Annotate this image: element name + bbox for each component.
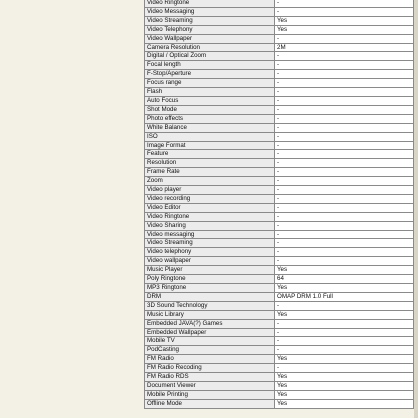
table-row (145, 328, 414, 337)
table-row (145, 301, 414, 310)
table-row (145, 141, 414, 150)
spec-label-cell: PodCasting (145, 346, 275, 355)
spec-value-cell: Yes (275, 16, 414, 25)
table-row (145, 194, 414, 203)
spec-label-cell: Video messaging (145, 230, 275, 239)
table-row (145, 257, 414, 266)
table-row (145, 248, 414, 257)
table-row (145, 319, 414, 328)
table-row (145, 150, 414, 159)
table-row (145, 230, 414, 239)
table-row (145, 355, 414, 364)
spec-label-cell: Image Format (145, 141, 275, 150)
spec-label-cell: Video telephony (145, 248, 275, 257)
spec-label-cell: White Balance (145, 123, 275, 132)
table-row (145, 203, 414, 212)
table-row (145, 16, 414, 25)
spec-value-cell: Yes (275, 284, 414, 293)
spec-label-cell: Video player (145, 186, 275, 195)
spec-label-cell: DRM (145, 292, 275, 301)
spec-value-cell: - (275, 88, 414, 97)
spec-label-cell: FM Radio Recoding (145, 364, 275, 373)
spec-label-cell: Video Editor (145, 203, 275, 212)
table-row (145, 284, 414, 293)
spec-value-cell: - (275, 159, 414, 168)
spec-value-cell: - (275, 248, 414, 257)
table-row (145, 34, 414, 43)
spec-value-cell: - (275, 141, 414, 150)
spec-label-cell: Document Viewer (145, 381, 275, 390)
spec-value-cell: - (275, 52, 414, 61)
spec-table-body (145, 0, 414, 408)
spec-value-cell: - (275, 96, 414, 105)
table-row (145, 52, 414, 61)
spec-label-cell: ISO (145, 132, 275, 141)
table-row (145, 399, 414, 408)
table-row (145, 177, 414, 186)
spec-label-cell: Focus range (145, 79, 275, 88)
table-row (145, 123, 414, 132)
spec-label-cell: Digital / Optical Zoom (145, 52, 275, 61)
spec-value-cell: - (275, 150, 414, 159)
table-row (145, 132, 414, 141)
spec-value-cell: - (275, 0, 414, 7)
spec-value-cell: Yes (275, 310, 414, 319)
spec-value-cell: Yes (275, 381, 414, 390)
spec-value-cell: - (275, 177, 414, 186)
spec-value-cell: - (275, 364, 414, 373)
spec-label-cell: Embedded Wallpaper (145, 328, 275, 337)
spec-value-cell: - (275, 239, 414, 248)
spec-value-cell: - (275, 337, 414, 346)
spec-label-cell: Video Sharing (145, 221, 275, 230)
spec-label-cell: Video Ringtone (145, 0, 275, 7)
spec-label-cell: Zoom (145, 177, 275, 186)
spec-label-cell: Poly Ringtone (145, 275, 275, 284)
table-row (145, 43, 414, 52)
spec-label-cell: Mobile TV (145, 337, 275, 346)
spec-value-cell: 64 (275, 275, 414, 284)
spec-label-cell: Video wallpaper (145, 257, 275, 266)
spec-value-cell: - (275, 230, 414, 239)
spec-label-cell: Embedded JAVA(?) Games (145, 319, 275, 328)
table-row (145, 114, 414, 123)
table-row (145, 266, 414, 275)
table-row (145, 7, 414, 16)
table-row (145, 364, 414, 373)
spec-value-cell: Yes (275, 266, 414, 275)
table-row (145, 337, 414, 346)
spec-label-cell: Music Player (145, 266, 275, 275)
table-row (145, 79, 414, 88)
spec-label-cell: Focal length (145, 61, 275, 70)
spec-value-cell: - (275, 221, 414, 230)
table-row (145, 159, 414, 168)
table-row (145, 70, 414, 79)
spec-value-cell: - (275, 194, 414, 203)
spec-value-cell: Yes (275, 355, 414, 364)
table-row (145, 105, 414, 114)
table-row (145, 239, 414, 248)
spec-label-cell: 3D Sound Technology (145, 301, 275, 310)
table-row (145, 346, 414, 355)
spec-label-cell: Video Wallpaper (145, 34, 275, 43)
spec-value-cell: - (275, 257, 414, 266)
table-row (145, 25, 414, 34)
spec-label-cell: Photo effects (145, 114, 275, 123)
spec-label-cell: Music Library (145, 310, 275, 319)
spec-value-cell: - (275, 105, 414, 114)
table-row (145, 275, 414, 284)
spec-value-cell: - (275, 34, 414, 43)
table-row (145, 221, 414, 230)
spec-label-cell: Video Streaming (145, 239, 275, 248)
spec-value-cell: - (275, 212, 414, 221)
spec-value-cell: - (275, 328, 414, 337)
spec-label-cell: Video Telephony (145, 25, 275, 34)
spec-label-cell: Flash (145, 88, 275, 97)
spec-label-cell: Video recording (145, 194, 275, 203)
spec-value-cell: - (275, 346, 414, 355)
spec-label-cell: Resolution (145, 159, 275, 168)
spec-value-cell: Yes (275, 390, 414, 399)
spec-value-cell: - (275, 203, 414, 212)
table-row (145, 186, 414, 195)
spec-value-cell: - (275, 7, 414, 16)
spec-value-cell: - (275, 79, 414, 88)
table-row (145, 373, 414, 382)
spec-value-cell: - (275, 168, 414, 177)
spec-label-cell: MP3 Ringtone (145, 284, 275, 293)
table-row (145, 310, 414, 319)
table-row (145, 0, 414, 7)
spec-label-cell: Auto Focus (145, 96, 275, 105)
table-row (145, 61, 414, 70)
spec-value-cell: - (275, 132, 414, 141)
spec-label-cell: F-Stop/Aperture (145, 70, 275, 79)
spec-value-cell: Yes (275, 25, 414, 34)
spec-value-cell: Yes (275, 399, 414, 408)
spec-label-cell: FM Radio RDS (145, 373, 275, 382)
table-row (145, 212, 414, 221)
spec-label-cell: Video Streaming (145, 16, 275, 25)
table-row (145, 168, 414, 177)
spec-label-cell: FM Radio (145, 355, 275, 364)
spec-label-cell: Mobile Printing (145, 390, 275, 399)
table-row (145, 390, 414, 399)
spec-value-cell: - (275, 301, 414, 310)
spec-value-cell: - (275, 123, 414, 132)
spec-value-cell: - (275, 319, 414, 328)
spec-value-cell: Yes (275, 373, 414, 382)
spec-label-cell: Shot Mode (145, 105, 275, 114)
spec-label-cell: Feature (145, 150, 275, 159)
spec-value-cell: - (275, 114, 414, 123)
spec-value-cell: 2M (275, 43, 414, 52)
spec-label-cell: Camera Resolution (145, 43, 275, 52)
spec-value-cell: - (275, 61, 414, 70)
spec-label-cell: Video Ringtone (145, 212, 275, 221)
spec-value-cell: - (275, 186, 414, 195)
table-row (145, 292, 414, 301)
table-row (145, 88, 414, 97)
spec-label-cell: Video Messaging (145, 7, 275, 16)
spec-value-cell: OMAP DRM 1.0 Full (275, 292, 414, 301)
table-row (145, 96, 414, 105)
spec-label-cell: Offline Mode (145, 399, 275, 408)
table-row (145, 381, 414, 390)
spec-table (144, 0, 414, 409)
spec-label-cell: Frame Rate (145, 168, 275, 177)
page-right-edge (414, 0, 418, 418)
spec-value-cell: - (275, 70, 414, 79)
